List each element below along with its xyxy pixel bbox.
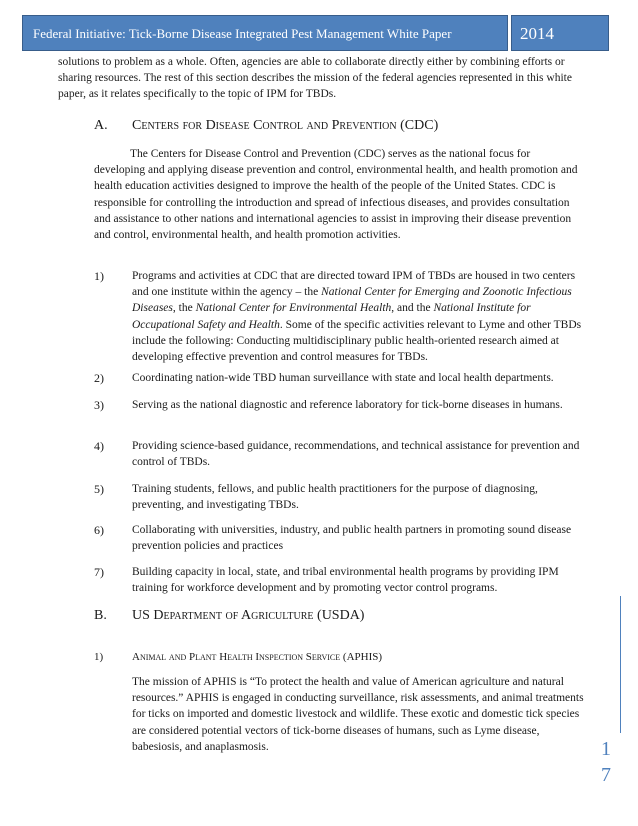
aphis-title: Animal and Plant Health Inspection Service (APHIS) [132, 651, 383, 663]
sidebar-divider [620, 596, 621, 733]
aphis-paragraph: The mission of APHIS is “To protect the health and value of American agriculture and natural resources.” APHIS is engaged in conducting surveillance, risk assessments, and animal treatments for ticks on imported and domestic livestock and wildlife. These exotic and domestic tick species are considered potential vectors of tick-borne diseases of humans, such as Lyme disease, babesiosis, and anaplasmosis. [132, 676, 584, 753]
item-number: 3) [94, 398, 104, 412]
aphis-number: 1) [94, 651, 104, 663]
section-b-letter: B. [94, 608, 107, 623]
item-text: Programs and activities at CDC that are directed toward IPM of TBDs are housed in two centers and one institute within the agency – the National Center for Emerging and Zoonotic Infectious Diseases, the National Center for Environmental Health, and the National Institute for Occupational Safety and Health. Some of the specific activities relevant to Lyme and other TBDs include the following: Conducting multidisciplinary public health-oriented research aimed at developing effective prevention and control measures for TBDs. [132, 270, 582, 364]
page-number-digit-2: 7 [601, 764, 611, 786]
item-number: 1) [94, 269, 104, 283]
item-text: Training students, fellows, and public health practitioners for the purpose of diagnosing, preventing, and investigating TBDs. [132, 483, 538, 512]
item-text: Collaborating with universities, industry, and public health partners in promoting sound disease prevention policies and practices [132, 524, 572, 553]
item-text: Building capacity in local, state, and tribal environmental health programs by providing IPM training for workforce development and by promoting vector control programs. [132, 566, 559, 595]
page-header [22, 15, 609, 51]
item-text: Serving as the national diagnostic and reference laboratory for tick-borne diseases in humans. [132, 399, 563, 411]
item-text: Providing science-based guidance, recommendations, and technical assistance for prevention and control of TBDs. [132, 440, 580, 469]
section-b-title: US Department of Agriculture (USDA) [132, 608, 365, 623]
document-year: 2014 [511, 15, 609, 51]
item-number: 7) [94, 565, 104, 579]
item-number: 6) [94, 523, 104, 537]
item-number: 5) [94, 482, 104, 496]
chapter-sidebar-label [596, 600, 626, 730]
intro-paragraph: solutions to problem as a whole. Often, agencies are able to collaborate directly either by combining efforts or sharing resources. The rest of this section describes the mission of the federal agencies represented in this white paper, as it relates specifically to the topic of IPM for TBDs. [58, 56, 572, 101]
item-number: 4) [94, 439, 104, 453]
page-number-digit-1: 1 [601, 738, 611, 760]
section-a-title: Centers for Disease Control and Prevention (CDC) [132, 118, 439, 133]
item-text: Coordinating nation-wide TBD human surveillance with state and local health departments. [132, 372, 554, 384]
item-number: 2) [94, 371, 104, 385]
document-title: Federal Initiative: Tick-Borne Disease Integrated Pest Management White Paper [22, 15, 508, 51]
cdc-paragraph: The Centers for Disease Control and Prevention (CDC) serves as the national focus for developing and applying disease prevention and control, environmental health, and health promotion and health education activities designed to improve the health of the people of the United States. CDC is responsible for controlling the introduction and spread of infectious diseases, and provides consultation and assistance to other nations and international agencies to assist in improving their disease prevention and control, environmental health, and health promotion activities. [94, 148, 578, 242]
section-a-letter: A. [94, 118, 108, 133]
